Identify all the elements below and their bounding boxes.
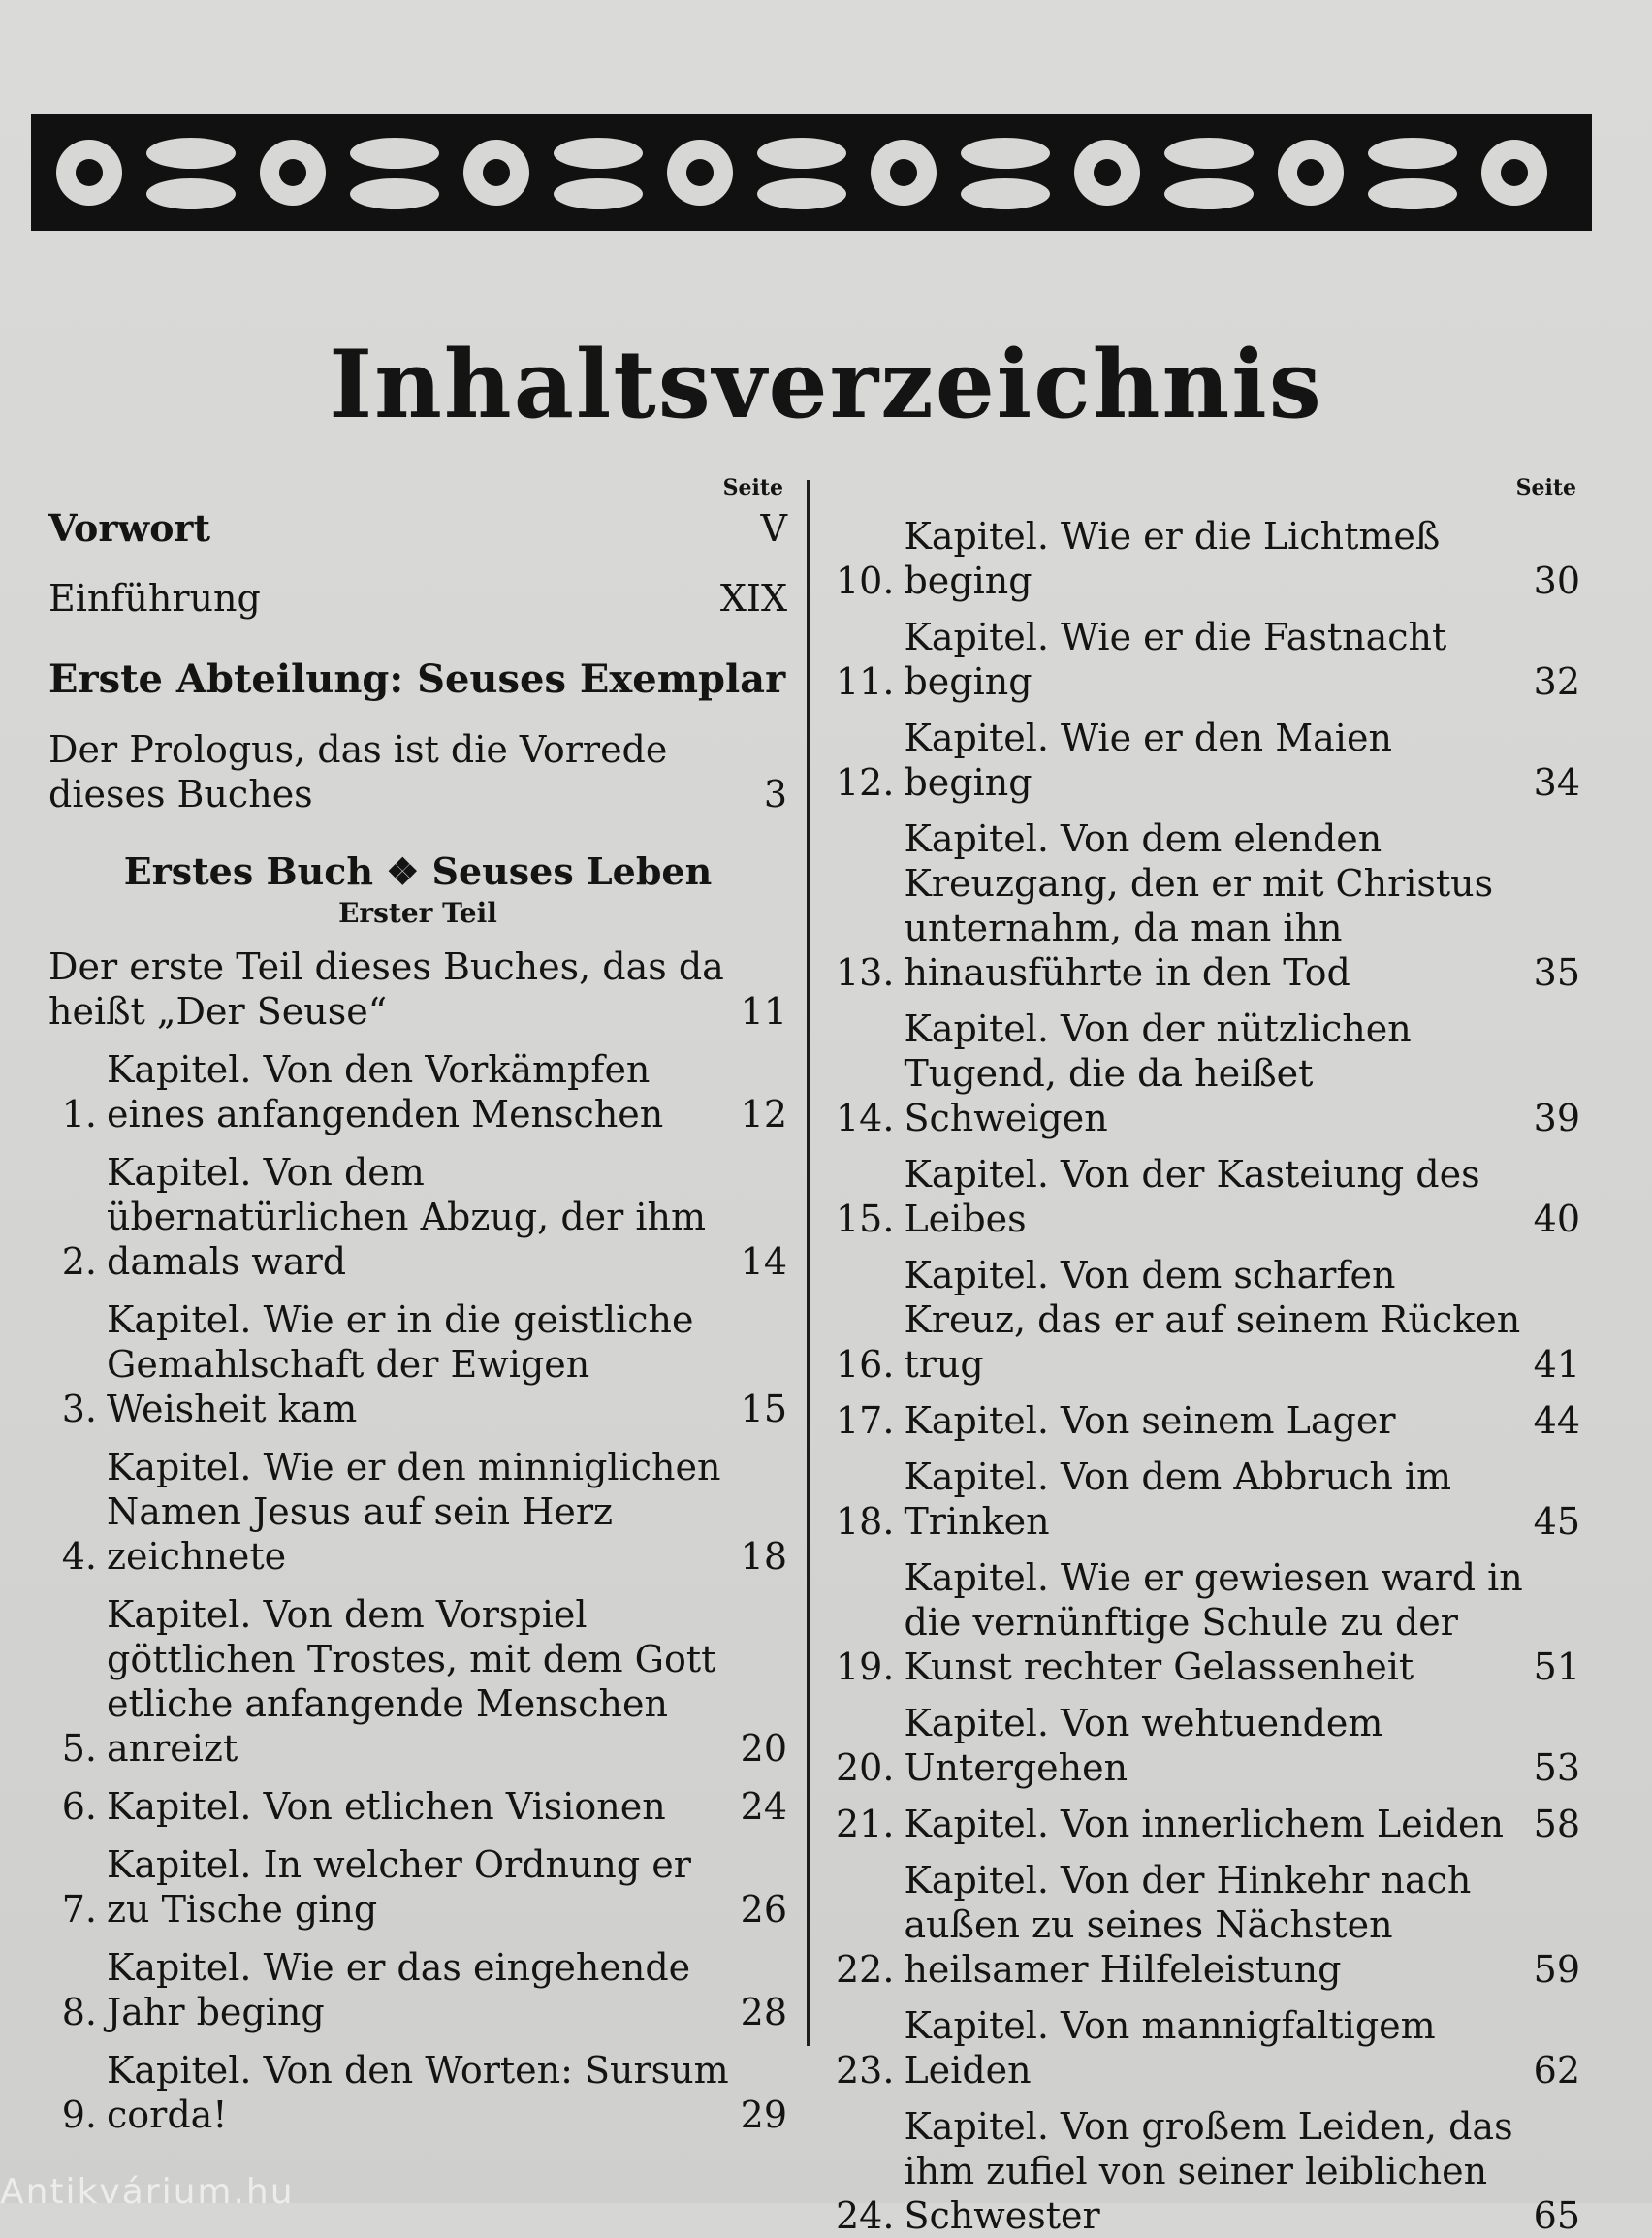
chapter-title: Kapitel. Wie er den minniglichen Namen Jesus auf sein Herz zeichnete bbox=[107, 1446, 721, 1578]
chapter-page: 39 bbox=[1533, 1097, 1580, 1139]
chapter-title: Kapitel. Von großem Leiden, das ihm zufiel von seiner leiblichen Schwester bbox=[904, 2105, 1513, 2237]
toc-chapter-entry bbox=[48, 1150, 787, 1284]
seite-label: Seite bbox=[1515, 475, 1576, 500]
chapter-page: 51 bbox=[1533, 1646, 1580, 1688]
chapter-page: 24 bbox=[740, 1785, 787, 1828]
chapter-number: 15. bbox=[836, 1198, 895, 1240]
chapter-title: Kapitel. Wie er gewiesen ward in die vernünftige Schule zu der Kunst rechter Gelassenheit bbox=[904, 1556, 1523, 1688]
chapter-number: 23. bbox=[836, 2049, 895, 2092]
chapter-number: 10. bbox=[836, 560, 895, 602]
chapter-title: Kapitel. Von etlichen Visionen bbox=[107, 1785, 666, 1828]
chapter-page: 14 bbox=[740, 1240, 787, 1283]
chapter-title: Kapitel. In welcher Ordnung er zu Tische ging bbox=[107, 1843, 691, 1931]
chapter-list-left bbox=[48, 1047, 787, 2137]
chapter-page: 15 bbox=[740, 1388, 787, 1430]
toc-chapter-entry bbox=[836, 716, 1580, 805]
chapter-number: 7. bbox=[61, 1888, 97, 1931]
chapter-list-right bbox=[836, 514, 1580, 2238]
toc-chapter-entry bbox=[836, 1555, 1580, 1689]
toc-chapter-entry bbox=[48, 1592, 787, 1771]
toc-left-column bbox=[48, 475, 787, 2137]
toc-chapter-entry bbox=[48, 1445, 787, 1579]
chapter-page: 44 bbox=[1533, 1399, 1580, 1442]
chapter-page: 45 bbox=[1533, 1500, 1580, 1543]
chapter-page: 20 bbox=[740, 1727, 787, 1770]
chapter-number: 2. bbox=[61, 1240, 97, 1283]
chapter-page: 65 bbox=[1533, 2194, 1580, 2237]
column-divider bbox=[807, 480, 810, 2046]
chapter-title: Kapitel. Von dem elenden Kreuzgang, den er mit Christus unternahm, da man ihn hinausführte in den Tod bbox=[904, 817, 1494, 994]
toc-chapter-entry bbox=[836, 1802, 1580, 1846]
chapter-number: 14. bbox=[836, 1097, 895, 1139]
section-heading: Erste Abteilung: Seuses Exemplar bbox=[48, 656, 786, 702]
chapter-title: Kapitel. Wie er in die geistliche Gemahlschaft der Ewigen Weisheit kam bbox=[107, 1298, 694, 1430]
chapter-number: 21. bbox=[836, 1803, 895, 1845]
chapter-page: 30 bbox=[1533, 560, 1580, 602]
chapter-number: 20. bbox=[836, 1746, 895, 1789]
chapter-page: 29 bbox=[740, 2094, 787, 2136]
toc-chapter-entry bbox=[836, 615, 1580, 704]
toc-chapter-entry bbox=[836, 1701, 1580, 1790]
chapter-title: Kapitel. Von wehtuendem Untergehen bbox=[904, 1702, 1383, 1789]
toc-entry-part-intro bbox=[48, 944, 787, 1034]
toc-entry-einfuehrung bbox=[48, 576, 787, 621]
chapter-page: 62 bbox=[1533, 2049, 1580, 2092]
chapter-number: 13. bbox=[836, 951, 895, 994]
entry-text: Vorwort bbox=[48, 506, 210, 550]
chapter-page: 53 bbox=[1533, 1746, 1580, 1789]
chapter-title: Kapitel. Von der Hinkehr nach außen zu seines Nächsten heilsamer Hilfeleistung bbox=[904, 1859, 1472, 1991]
entry-page: V bbox=[760, 507, 787, 550]
toc-chapter-entry bbox=[836, 816, 1580, 995]
entry-text: Einführung bbox=[48, 577, 261, 620]
chapter-page: 26 bbox=[740, 1888, 787, 1931]
chapter-number: 1. bbox=[61, 1093, 97, 1135]
book-heading: Erstes Buch ❖ Seuses Leben bbox=[123, 849, 713, 893]
chapter-title: Kapitel. Wie er die Lichtmeß beging bbox=[904, 515, 1441, 602]
chapter-title: Kapitel. Von dem Vorspiel göttlichen Trostes, mit dem Gott etliche anfangende Menschen anreizt bbox=[107, 1593, 716, 1770]
chapter-number: 8. bbox=[61, 1991, 97, 2033]
chapter-page: 12 bbox=[740, 1093, 787, 1135]
chapter-title: Kapitel. Von dem Abbruch im Trinken bbox=[904, 1455, 1452, 1543]
toc-chapter-entry bbox=[48, 1297, 787, 1431]
toc-chapter-entry bbox=[836, 2003, 1580, 2093]
chapter-page: 35 bbox=[1533, 951, 1580, 994]
chapter-number: 12. bbox=[836, 761, 895, 804]
chapter-title: Kapitel. Von der nützlichen Tugend, die da heißet Schweigen bbox=[904, 1007, 1412, 1139]
chapter-page: 34 bbox=[1533, 761, 1580, 804]
chapter-page: 28 bbox=[740, 1991, 787, 2033]
toc-right-column bbox=[836, 475, 1580, 2238]
entry-page: 11 bbox=[740, 990, 787, 1033]
chapter-title: Kapitel. Von dem scharfen Kreuz, das er auf seinem Rücken trug bbox=[904, 1254, 1521, 1386]
toc-chapter-entry bbox=[48, 1047, 787, 1136]
toc-chapter-entry bbox=[836, 1858, 1580, 1992]
chapter-page: 40 bbox=[1533, 1198, 1580, 1240]
chapter-number: 6. bbox=[61, 1785, 97, 1828]
chapter-page: 59 bbox=[1533, 1948, 1580, 1991]
toc-chapter-entry bbox=[48, 1784, 787, 1829]
toc-chapter-entry bbox=[836, 1007, 1580, 1140]
toc-entry-vorwort bbox=[48, 506, 787, 551]
chapter-number: 17. bbox=[836, 1399, 895, 1442]
chapter-number: 16. bbox=[836, 1343, 895, 1386]
chapter-number: 11. bbox=[836, 660, 895, 703]
toc-chapter-entry bbox=[836, 1152, 1580, 1241]
chapter-number: 22. bbox=[836, 1948, 895, 1991]
toc-chapter-entry bbox=[48, 1945, 787, 2034]
toc-chapter-entry bbox=[48, 1842, 787, 1932]
chapter-number: 5. bbox=[61, 1727, 97, 1770]
toc-chapter-entry bbox=[836, 2104, 1580, 2238]
toc-chapter-entry bbox=[836, 514, 1580, 603]
chapter-number: 4. bbox=[61, 1535, 97, 1578]
ornamental-border-icon bbox=[31, 114, 1592, 231]
toc-chapter-entry bbox=[836, 1253, 1580, 1387]
chapter-title: Kapitel. Wie er die Fastnacht beging bbox=[904, 616, 1447, 703]
chapter-title: Kapitel. Von mannigfaltigem Leiden bbox=[904, 2004, 1436, 2092]
toc-chapter-entry bbox=[48, 2048, 787, 2137]
page-title: Inhaltsverzeichnis bbox=[329, 330, 1323, 439]
chapter-page: 18 bbox=[740, 1535, 787, 1578]
chapter-number: 9. bbox=[61, 2094, 97, 2136]
chapter-title: Kapitel. Von den Vorkämpfen eines anfangenden Menschen bbox=[107, 1048, 664, 1135]
entry-page: 3 bbox=[763, 773, 787, 815]
chapter-number: 19. bbox=[836, 1646, 895, 1688]
toc-entry-prologue bbox=[48, 727, 787, 816]
toc-chapter-entry bbox=[836, 1455, 1580, 1544]
toc-chapter-entry bbox=[836, 1398, 1580, 1443]
seite-label: Seite bbox=[722, 475, 783, 500]
chapter-page: 41 bbox=[1533, 1343, 1580, 1386]
part-heading: Erster Teil bbox=[338, 897, 497, 929]
chapter-title: Kapitel. Von der Kasteiung des Leibes bbox=[904, 1153, 1480, 1240]
chapter-title: Kapitel. Wie er den Maien beging bbox=[904, 717, 1392, 804]
entry-text: Der Prologus, das ist die Vorrede dieses Buches bbox=[48, 728, 668, 815]
chapter-title: Kapitel. Von innerlichem Leiden bbox=[904, 1803, 1504, 1845]
chapter-page: 32 bbox=[1533, 660, 1580, 703]
entry-page: XIX bbox=[719, 577, 787, 620]
chapter-title: Kapitel. Von dem übernatürlichen Abzug, der ihm damals ward bbox=[107, 1151, 707, 1283]
chapter-number: 3. bbox=[61, 1388, 97, 1430]
chapter-number: 18. bbox=[836, 1500, 895, 1543]
entry-text: Der erste Teil dieses Buches, das da heißt „Der Seuse“ bbox=[48, 945, 724, 1033]
watermark: Antikvárium.hu bbox=[0, 2172, 295, 2212]
chapter-number: 24. bbox=[836, 2194, 895, 2237]
chapter-title: Kapitel. Von seinem Lager bbox=[904, 1399, 1396, 1442]
chapter-title: Kapitel. Von den Worten: Sursum corda! bbox=[107, 2049, 729, 2136]
chapter-title: Kapitel. Wie er das eingehende Jahr beging bbox=[107, 1946, 691, 2033]
chapter-page: 58 bbox=[1533, 1803, 1580, 1845]
